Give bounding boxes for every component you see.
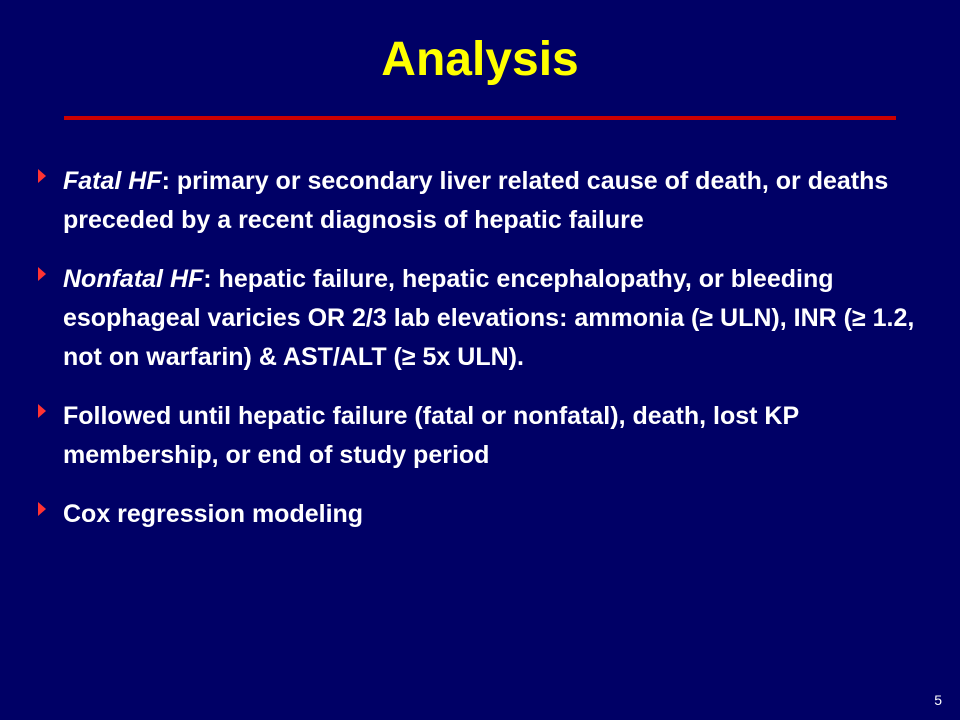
title-divider <box>64 116 896 120</box>
bullet-list <box>38 162 954 554</box>
bullet-text: : primary or secondary liver related cause of death, or deaths preceded by a recent diagnosis of hepatic failure <box>63 167 889 234</box>
bullet-item-follow-up <box>38 397 954 475</box>
bullet-item-cox-regression <box>38 495 954 534</box>
page-number: 5 <box>934 692 942 708</box>
bullet-term: Fatal HF <box>63 167 162 195</box>
bullet-item-nonfatal-hf <box>38 260 954 377</box>
bullet-item-fatal-hf <box>38 162 954 240</box>
bullet-arrow-icon <box>38 169 46 183</box>
slide-title: Analysis <box>381 33 579 86</box>
bullet-text: : hepatic failure, hepatic encephalopathy, or bleeding esophageal varicies OR 2/3 lab elevations: ammonia (≥ ULN), INR (≥ 1.2, not on warfarin) & AST/ALT (≥ 5x ULN). <box>63 265 915 371</box>
bullet-arrow-icon <box>38 404 46 418</box>
bullet-text: Followed until hepatic failure (fatal or nonfatal), death, lost KP membership, or end of study period <box>63 402 799 469</box>
bullet-term: Nonfatal HF <box>63 265 204 293</box>
bullet-text: Cox regression modeling <box>63 500 364 528</box>
bullet-arrow-icon <box>38 267 46 281</box>
bullet-arrow-icon <box>38 502 46 516</box>
